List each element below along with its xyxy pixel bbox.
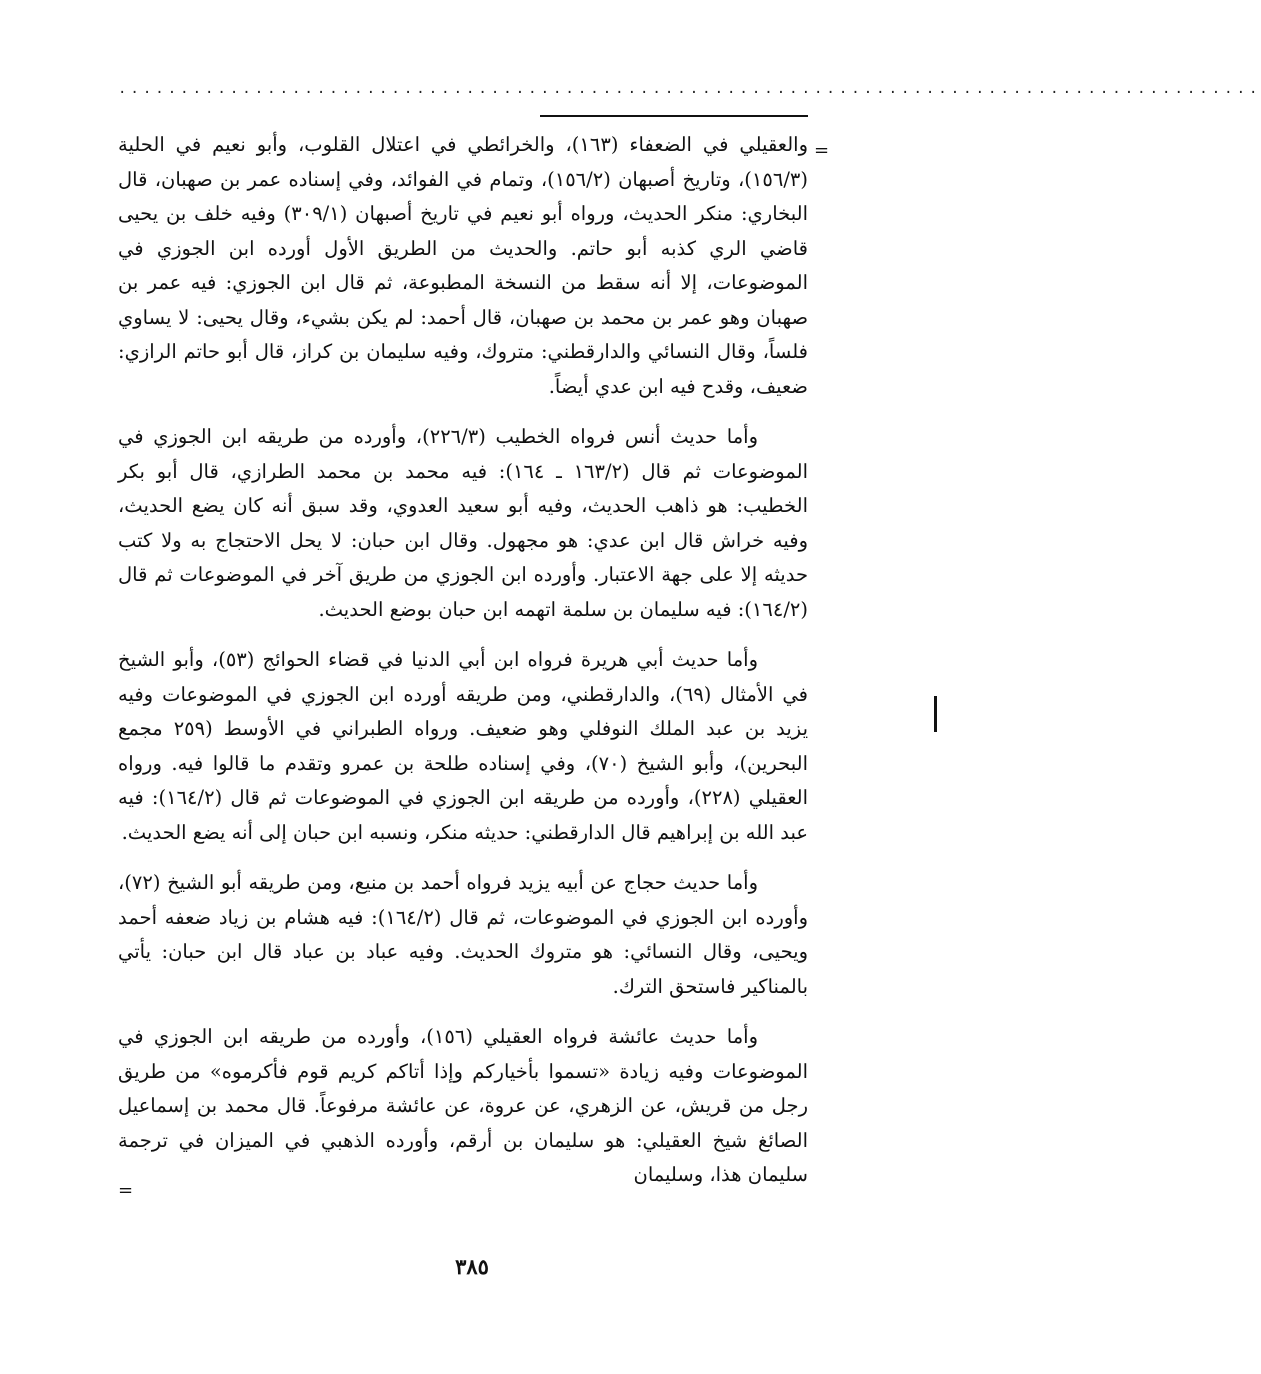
footnote-rule [540, 115, 808, 117]
paragraph-3: وأما حديث أبي هريرة فرواه ابن أبي الدنيا في قضاء الحوائج (٥٣)، وأبو الشيخ في الأمثال (٦٩)، والدارقطني، ومن طريقه أورده ابن الجوزي في الموضوعات وفيه يزيد بن عبد الملك النوفلي وهو ضعيف. ورواه الطبراني في الأوسط (٢٥٩ مجمع البحرين)، وأبو الشيخ (٧٠)، وفي إسناده طلحة بن عمرو وتقدم ما قالوا فيه. ورواه العقيلي (٢٢٨)، وأورده من طريقه ابن الجوزي في الموضوعات ثم قال (١٦٤/٢): فيه عبد الله بن إبراهيم قال الدارقطني: حديثه منكر، ونسبه ابن حبان إلى أنه يضع الحديث. [118, 648, 808, 844]
paragraph-5: وأما حديث عائشة فرواه العقيلي (١٥٦)، وأورده من طريقه ابن الجوزي في الموضوعات وفيه زيادة «تسموا بأخياركم وإذا أتاكم كريم قوم فأكرموه» من طريق رجل من قريش، عن الزهري، عن عروة، عن عائشة مرفوعاً. قال محمد بن إسماعيل الصائغ شيخ العقيلي: هو سليمان بن أرقم، وأورده الذهبي في الميزان في ترجمة سليمان هذا، وسليمان [118, 1025, 808, 1186]
continuation-mark-top: = [814, 140, 830, 161]
paragraph-2: وأما حديث أنس فرواه الخطيب (٢٢٦/٣)، وأورده من طريقه ابن الجوزي في الموضوعات ثم قال (١٦٣/٢ ـ ١٦٤): فيه محمد بن محمد الطرازي، قال أبو بكر الخطيب: هو ذاهب الحديث، وفيه أبو سعيد العدوي، وقد سبق أنه كان يضع الحديث، وفيه خراش قال ابن عدي: هو مجهول. وقال ابن حبان: لا يحل الاحتجاج به ولا كتب حديثه إلا على جهة الاعتبار. وأورده ابن الجوزي من طريق آخر في الموضوعات ثم قال (١٦٤/٢): فيه سليمان بن سلمة اتهمه ابن حبان بوضع الحديث. [118, 425, 808, 621]
dotted-separator: ............................................................................................ [118, 81, 1261, 97]
footnote-text [118, 128, 808, 1193]
continuation-mark-bottom: = [118, 1180, 134, 1201]
scan-edge-mark [934, 696, 937, 732]
paragraph-1: والعقيلي في الضعفاء (١٦٣)، والخرائطي في اعتلال القلوب، وأبو نعيم في الحلية (١٥٦/٣)، وتاريخ أصبهان (١٥٦/٢)، وتمام في الفوائد، وفي إسناده عمر بن صهبان، قال البخاري: منكر الحديث، ورواه أبو نعيم في تاريخ أصبهان (٣٠٩/١) وفيه خلف بن يحيى قاضي الري كذبه أبو حاتم. والحديث من الطريق الأول أورده ابن الجوزي في الموضوعات، إلا أنه سقط من النسخة المطبوعة، ثم قال ابن الجوزي: فيه عمر بن صهبان وهو عمر بن محمد بن صهبان، قال أحمد: لم يكن بشيء، وقال يحيى: لا يساوي فلساً، وقال النسائي والدارقطني: متروك، وفيه سليمان بن كراز، قال أبو حاتم الرازي: ضعيف، وقدح فيه ابن عدي أيضاً. [118, 133, 808, 398]
page-number: ٣٨٥ [455, 1254, 489, 1279]
paragraph-4: وأما حديث حجاج عن أبيه يزيد فرواه أحمد بن منيع، ومن طريقه أبو الشيخ (٧٢)، وأورده ابن الجوزي في الموضوعات، ثم قال (١٦٤/٢): فيه هشام بن زياد ضعفه أحمد ويحيى، وقال النسائي: هو متروك الحديث. وفيه عباد بن عباد قال ابن حبان: يأتي بالمناكير فاستحق الترك. [118, 871, 808, 998]
